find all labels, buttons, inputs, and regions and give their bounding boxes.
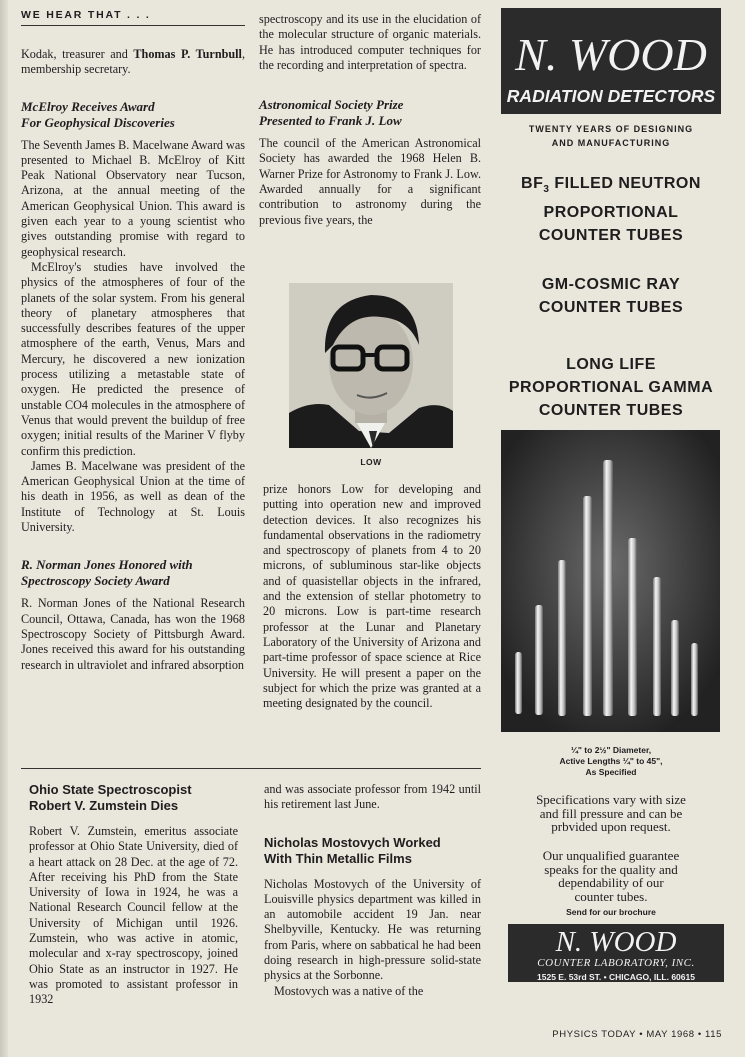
column-1 <box>21 47 245 673</box>
ad-brand: N. WOOD <box>515 29 707 80</box>
ad-guarantee: Our unqualified guarantee speaks for the quality and dependability of our counter tubes. <box>542 848 680 904</box>
jones-headline: R. Norman Jones Honored with Spectroscopy Society Award <box>21 557 193 589</box>
low-headline: Astronomical Society Prize Presented to Frank J. Low <box>259 97 404 129</box>
ad-brochure: Send for our brochure <box>566 907 656 917</box>
mcelroy-paragraph-1: The Seventh James B. Macelwane Award was presented to Michael B. McElroy of Kitt Peak National Observatory near Tucson, Arizona, at the annual meeting of the American Geophysical Union. This award is given each year to a young scientist who gives outstanding promise with regard to geophysical research. <box>21 137 245 259</box>
counter-tubes-photo <box>501 430 720 732</box>
bottom-column-2 <box>264 782 481 999</box>
advertisement <box>500 7 722 982</box>
ad-product-gamma: LONG LIFE PROPORTIONAL GAMMA COUNTER TUBES <box>508 356 714 419</box>
section-divider <box>21 768 481 769</box>
jones-paragraph: R. Norman Jones of the National Research Council, Ottawa, Canada, has won the 1968 Spectroscopy Society of Pittsburgh Award. Jones received this award for his outstanding research in ultraviolet and infrared absorption <box>21 596 245 672</box>
mcelroy-paragraph-3: James B. Macelwane was president of the American Geophysical Union at the time of his death in 1956, as well as dean of the Institute of Technology at St. Louis University. <box>21 458 245 535</box>
ad-footer-panel <box>508 924 724 982</box>
section-header <box>21 9 245 21</box>
column-2-bottom <box>263 482 481 711</box>
mostovych-headline: Nicholas Mostovych Worked With Thin Metallic Films <box>264 834 441 866</box>
ad-product-neutron: $BF_3$ FILLED NEUTRON PROPORTIONAL COUNTER TUBES <box>521 175 701 245</box>
ad-address: 1525 E. 53rd ST. • CHICAGO, ILL. 60615 <box>537 972 695 982</box>
ad-brand-panel <box>501 8 721 114</box>
ad-specs: Specifications vary with size and fill pressure and can be prbvided upon request. <box>536 792 686 834</box>
zumstein-continued: and was associate professor from 1942 until his retirement last June. <box>264 782 481 812</box>
ad-footer-sub: COUNTER LABORATORY, INC. <box>537 957 695 969</box>
page-footer: PHYSICS TODAY • MAY 1968 • 115 <box>552 1029 722 1040</box>
zumstein-paragraph: Robert V. Zumstein, emeritus associate professor at Ohio State University, died of a heart attack on 28 Dec. at the age of 72. After receiving his PhD from the State University of Iowa in 1924, he was a National Research Council fellow at the University of Michigan until 1926. Zumstein, who was active in atomic, molecular and x-ray spectroscopy, joined Ohio State as an instructor in 1927. He was promoted to assistant professor in 1932 <box>29 824 238 1007</box>
mostovych-paragraph-2: Mostovych was a native of the <box>274 983 424 998</box>
mostovych-paragraph-1: Nicholas Mostovych of the University of Louisville physics department was killed in an automobile accident 19 Jan. near Shelbyville, Kentucky. He was returning from Paris, where on sabbatical he had been doing research in high-pressure solid-state physics at the Sorbonne. <box>264 876 481 983</box>
low-paragraph-2: prize honors Low for developing and putting into operation new and improved detection devices. It also recognizes his fundamental observations in the radiometry and spectroscopy of planets from 4 to 20 microns, of subluminous star-like objects and of quasistellar objects in the infrared, and the extension of stellar photometry to 20 microns. Low is part-time research professor at the Lunar and Planetary Laboratory of the University of Arizona and part-time professor of space science at Rice University. He will present a paper on the subject for which the prize was granted at a meeting designated by the council. <box>263 482 481 711</box>
ad-footer-brand: N. WOOD <box>555 926 677 958</box>
col2-intro-paragraph: spectroscopy and its use in the elucidation of the molecular structure of organic materials. He has introduced computer techniques for the recording and interpretation of spectra. <box>259 12 481 72</box>
bottom-column-1 <box>29 782 238 1008</box>
column-2-top <box>259 12 481 228</box>
section-header-label: WE HEAR THAT . . . <box>21 9 151 21</box>
ad-tagline: TWENTY YEARS OF DESIGNING AND MANUFACTURING <box>528 124 694 148</box>
photo-caption: LOW <box>360 457 382 467</box>
ad-photo-caption: ¼" to 2½" Diameter, Active Lengths ¼" to 45", As Specified <box>559 745 663 777</box>
zumstein-headline: Ohio State Spectroscopist Robert V. Zumstein Dies <box>29 782 192 813</box>
ad-subtitle: RADIATION DETECTORS <box>506 86 716 106</box>
mcelroy-headline: McElroy Receives Award For Geophysical Discoveries <box>21 98 175 130</box>
portrait-photo <box>289 283 453 448</box>
low-paragraph-1: The council of the American Astronomical Society has awarded the 1968 Helen B. Warner Prize for Astronomy to Frank J. Low. Awarded annually for a significant contribution to astronomy during the previous five years, the <box>259 136 481 227</box>
binding-edge <box>0 0 8 1057</box>
header-rule <box>21 25 245 26</box>
mcelroy-paragraph-2: McElroy's studies have involved the physics of the atmospheres of four of the planets of the solar system. From his general theory of planetary atmospheres that successfully describes features of the upper atmosphere of the earth, Venus, Mars and Mercury, he discovered a new ionization process utilizing a metastable state of oxygen. He predicted the presence of unstable CO4 molecules in the atmosphere of Venus that would prevent the buildup of free oxygen; initial results of the Mariner V flyby confirm this prediction. <box>21 259 245 458</box>
intro-paragraph: Kodak, treasurer and Thomas P. Turnbull, membership secretary. <box>21 47 245 77</box>
ad-product-cosmic: GM-COSMIC RAY COUNTER TUBES <box>538 276 684 316</box>
